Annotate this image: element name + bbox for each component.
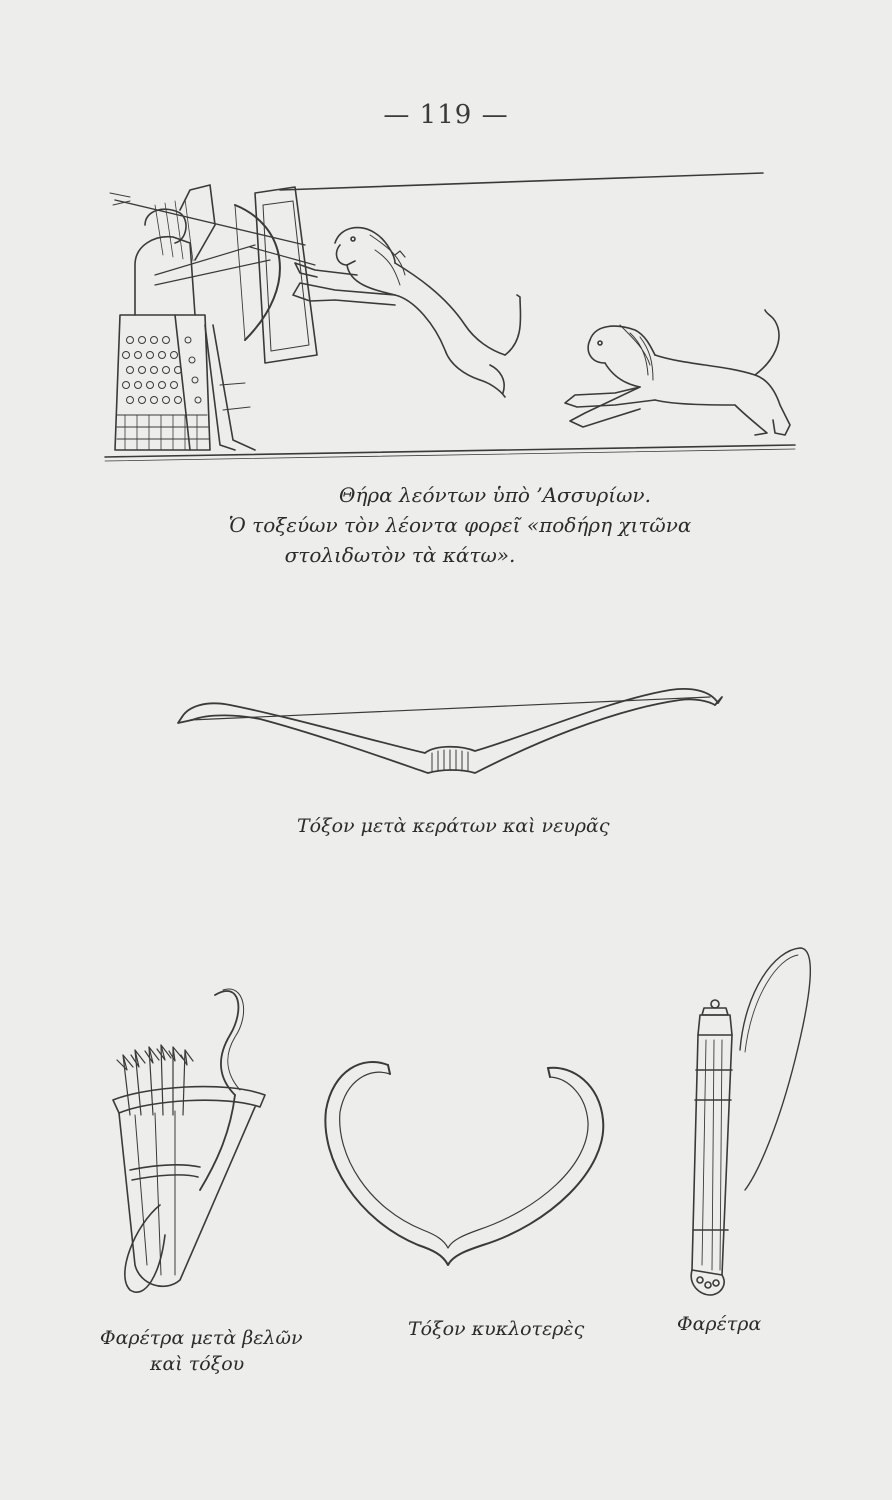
lion-hunt-caption-line-1: Θήρα λεόντων ὑπὸ ’Ασσυρίων. bbox=[339, 483, 651, 507]
quiver-illustration bbox=[670, 940, 820, 1310]
quiver-with-arrows-caption-line-1: Φαρέτρα μετὰ βελῶν bbox=[100, 1327, 303, 1349]
leaping-lion bbox=[293, 228, 521, 397]
lion-hunt-illustration bbox=[95, 165, 805, 470]
archers-figure bbox=[110, 185, 317, 450]
lion-hunt-caption-line-3: στολιδωτὸν τὰ κάτω». bbox=[284, 543, 516, 567]
walking-lion bbox=[565, 310, 790, 435]
quiver-with-arrows-illustration bbox=[105, 975, 275, 1320]
round-bow-illustration bbox=[318, 1050, 618, 1280]
quiver-with-arrows-caption bbox=[100, 1325, 303, 1377]
bow-illustration bbox=[170, 675, 730, 785]
round-bow-caption: Τόξον κυκλοτερὲς bbox=[408, 1318, 585, 1340]
page-number: — 119 — bbox=[383, 100, 509, 130]
quiver-with-arrows-caption-line-2: καὶ τόξου bbox=[150, 1353, 245, 1375]
lion-hunt-caption bbox=[200, 480, 720, 570]
quiver-caption: Φαρέτρα bbox=[677, 1313, 762, 1335]
bow-caption: Τόξον μετὰ κεράτων καὶ νευρᾶς bbox=[297, 815, 610, 837]
lion-hunt-caption-line-2: Ὁ τοξεύων τὸν λέοντα φορεῖ «ποδήρη χιτῶνα bbox=[228, 513, 692, 537]
